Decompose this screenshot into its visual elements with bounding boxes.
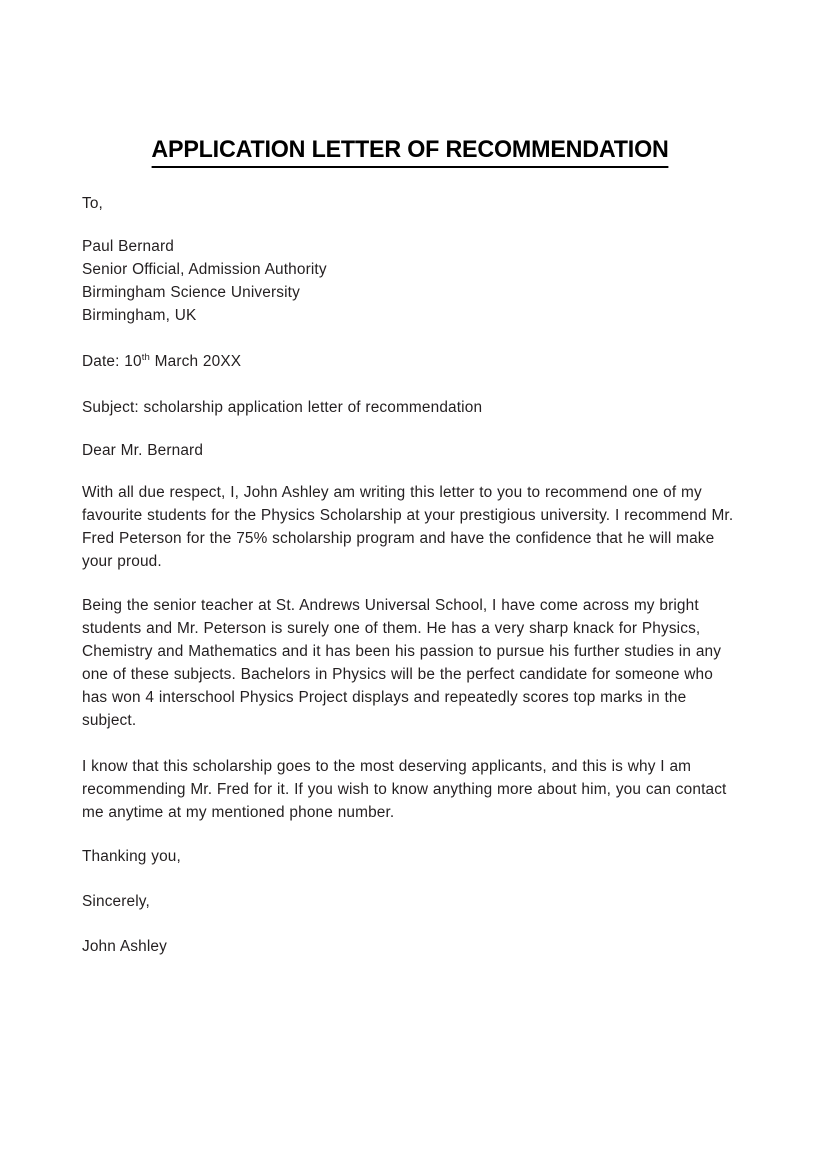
subject-line: [82, 396, 742, 419]
to-label-text: To,: [82, 195, 103, 212]
body-paragraph-3: I know that this scholarship goes to the most deserving applicants, and this is why I am recommending Mr. Fred for it. If you wish to know anything more about him, you can contact me anytime at my mentioned phone number.: [82, 758, 727, 821]
salutation: [82, 439, 742, 462]
date-ordinal-suffix: th: [141, 351, 150, 363]
recipient-location: Birmingham, UK: [82, 307, 197, 324]
date-line: [82, 350, 742, 373]
recipient-name: Paul Bernard: [82, 238, 174, 255]
page-title: [21, 136, 800, 168]
recipient-designation: Senior Official, Admission Authority: [82, 261, 327, 278]
closing-sincerely: Sincerely,: [82, 893, 150, 910]
to-label: [82, 192, 742, 215]
date-rest: March 20XX: [149, 353, 242, 370]
date-prefix: Date: 10: [82, 353, 142, 370]
signature-name: John Ashley: [82, 938, 167, 955]
salutation-text: Dear Mr. Bernard: [82, 442, 204, 459]
recipient-institution: Birmingham Science University: [82, 284, 300, 301]
page-title-text: APPLICATION LETTER OF RECOMMENDATION: [151, 136, 668, 168]
subject-text: Subject: scholarship application letter of recommendation: [82, 399, 483, 416]
body-paragraph-1: With all due respect, I, John Ashley am writing this letter to you to recommend one of my favourite students for the Physics Scholarship at your prestigious university. I recommend Mr. Fred Peterson for the 75% scholarship program and have the confidence that he will make your proud.: [82, 484, 734, 570]
closing-thanking: Thanking you,: [82, 848, 181, 865]
recipient-address-block: [82, 235, 742, 327]
body-paragraph-2: Being the senior teacher at St. Andrews Universal School, I have come across my bright students and Mr. Peterson is surely one of them. He has a very sharp knack for Physics, Chemistry and Mathematics and it has been his passion to pursue his further studies in any one of these subjects. Bachelors in Physics will be the perfect candidate for someone who has won 4 interschool Physics Project displays and repeatedly scores top marks in the subject.: [82, 597, 722, 729]
